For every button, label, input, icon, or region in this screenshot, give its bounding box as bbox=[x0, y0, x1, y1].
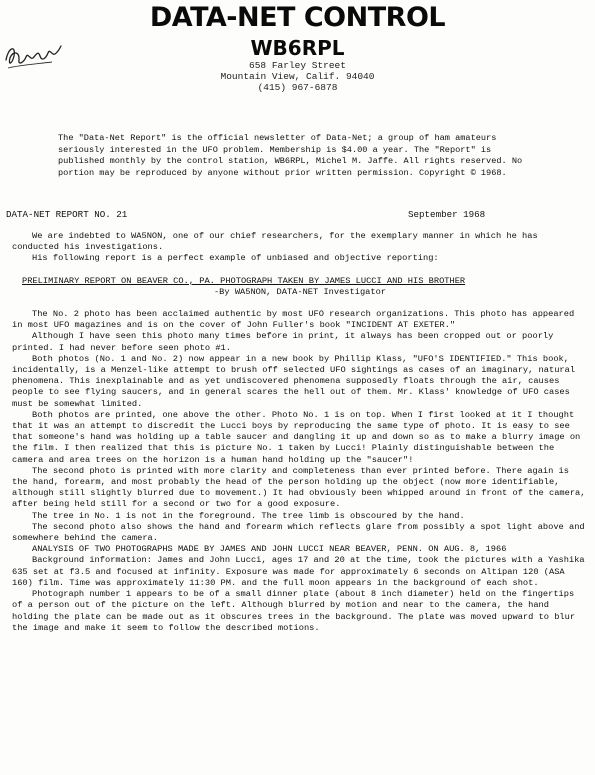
report-body bbox=[12, 231, 588, 634]
body-paragraph: Both photos (No. 1 and No. 2) now appear in a new book by Phillip Klass, "UFO'S IDENTIFIED." This book, incidentally, is a Menzel-like attempt to brush off selected UFO sightings as cases of an imaginary, natural phenomena. This inexplainable and as yet undiscovered phenomena supposedly floats through the air, causes people to see flying saucers, and in general scares the hell out of them. Mr. Klass' knowledge of UFO cases must be somewhat limited. bbox=[12, 353, 576, 409]
handwritten-signature bbox=[2, 38, 64, 72]
address-street: 658 Farley Street bbox=[249, 60, 346, 71]
body-paragraph: The second photo is printed with more clarity and completeness than ever printed before. There again is the hand, forearm, and most probably the head of the person holding up the object (now more identifiable, although still slightly blurred due to movement.) It had obviously been whipped around in front of the camera, after being held still for a second or two for a good exposure. bbox=[12, 465, 586, 510]
masthead-callsign: WB6RPL bbox=[250, 36, 345, 60]
article-title bbox=[22, 276, 588, 287]
newsletter-intro: The "Data-Net Report" is the official newsletter of Data-Net; a group of ham amateurs seriously interested in the UFO problem. Membership is $4.00 a year. The "Report" is published monthly by the control station, WB6RPL, Michel M. Jaffe. All rights reserved. No portion may be reproduced by anyone without prior written permission. Copyright © 1968. bbox=[58, 133, 523, 178]
article-byline: -By WA5NON, DATA-NET Investigator bbox=[213, 286, 387, 297]
body-paragraph: The second photo also shows the hand and forearm which reflects glare from possibly a spot light above and somewhere behind the camera. bbox=[12, 521, 585, 544]
analysis-paragraph: Photograph number 1 appears to be of a small dinner plate (about 8 inch diameter) held on the fingertips of a person out of the picture on the left. Although blurred by motion and near to the camera, the hand holding the plate can be made out as it obscures trees in the background. The plate was moved upward to blur the image and make it seem to follow the described motions. bbox=[12, 589, 576, 633]
address-phone: (415) 967-6878 bbox=[257, 82, 338, 93]
body-paragraph: The tree in No. 1 is not in the foreground. The tree limb is obscoured by the hand. bbox=[32, 510, 465, 521]
body-paragraph: Although I have seen this photo many times before in print, it always has been cropped out or poorly printed. I had never before seen photo #1. bbox=[12, 331, 554, 353]
address-city: Mountain View, Calif. 94040 bbox=[220, 71, 375, 82]
opening-paragraph: His following report is a perfect example of unbiased and objective reporting: bbox=[32, 253, 439, 264]
analysis-heading: ANALYSIS OF TWO PHOTOGRAPHS MADE BY JAMES AND JOHN LUCCI NEAR BEAVER, PENN. ON AUG. 8, 1966 bbox=[32, 544, 507, 555]
analysis-paragraph: Background information: James and John Lucci, ages 17 and 20 at the time, took the pictures with a Yashika 635 set at f3.5 and focused at infinity. Exposure was made for approximately 6 seconds on Altipan 120 (ASA 160) film. Time was approximately 11:30 PM. and the full moon appears in the background of each shot. bbox=[12, 555, 585, 588]
report-date: September 1968 bbox=[408, 209, 486, 220]
article-title-line: PRELIMINARY REPORT ON BEAVER CO., PA. PHOTOGRAPH TAKEN BY JAMES LUCCI AND HIS BROTHER bbox=[22, 275, 466, 286]
opening-paragraph: We are indebted to WA5NON, one of our chief researchers, for the exemplary manner in which he has conducted his investigations. bbox=[12, 231, 538, 253]
report-number: DATA-NET REPORT NO. 21 bbox=[6, 209, 128, 220]
masthead bbox=[0, 3, 595, 93]
body-paragraph: The No. 2 photo has been acclaimed authentic by most UFO research organizations. This photo has appeared in most UFO magazines and is on the cover of John Fuller's book "INCIDENT AT EXETER." bbox=[12, 309, 575, 331]
masthead-title: DATA-NET CONTROL bbox=[149, 2, 446, 33]
report-header bbox=[6, 209, 581, 221]
body-paragraph: Both photos are printed, one above the other. Photo No. 1 is on top. When I first looked at it I thought that it was an attempt to discredit the Lucci boys by reproducing the same type of photo. It is easy to see that someone's hand was holding up a table saucer and dangling it up and down so as to make a blurry image on the film. I then realized that this is picture No. 1 taken by Lucci! Plainly distinguishable between the camera and area trees on the horizon is a human hand holding up the "saucer"! bbox=[12, 409, 581, 465]
